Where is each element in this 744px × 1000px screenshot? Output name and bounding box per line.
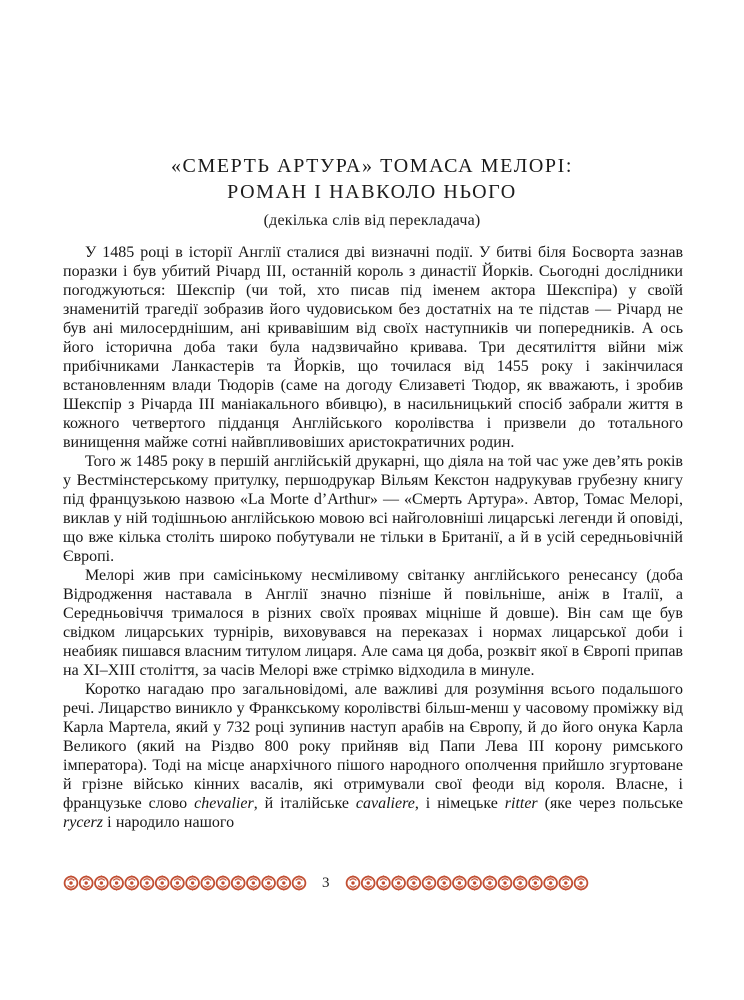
page-header xyxy=(0,153,744,231)
paragraph: Коротко нагадаю про загальновідомі, але важливі для розуміння всього подальшого речі. Лицарство виникло у Франкському королівстві більш-менш у часовому проміжку від Карла Мартела, який у 732 році зупинив наступ арабів на Європу, й до його онука Карла Великого (який на Різдво 800 року прийняв від Папи Лева III корону римського імператора). Тоді на місце анархічного пішого народного ополчення прийшло згуртоване й грізне військо кінних васалів, які отримували свої феоди від короля. Власне, і французьке слово chevalier, й італійське cavaliere, і німецьке ritter (яке через польське rycerz і народило нашого xyxy=(63,681,683,831)
body-text xyxy=(63,243,683,875)
paragraph: У 1485 році в історії Англії сталися дві визначні події. У битві біля Босворта зазнав поразки і був убитий Річард III, останній король з династії Йорків. Сьогодні дослідники погоджуються: Шекспір (чи той, хто писав під іменем актора Шекспіра) у своїй знаменитій трагедії зобразив його чудовиськом без достатніх на те підстав — Річард не був ані милосерднішим, ані кривавішим від своїх наступників чи попередників. А ось його історична доба таки була надзвичайно кривава. Три десятиліття війни між прибічниками Ланкастерів та Йорків, що точилася від 1455 року і закінчилася встановленням влади Тюдорів (саме на догоду Єлизаветі Тюдор, як вважають, і зробив Шекспір з Річарда III маніакального вбивцю), в насильницький спосіб забрали життя в кожного четвертого підданця Англійського королівства і призвели до тотального винищення майже сотні найвпливовіших аристократичних родин. xyxy=(63,244,683,451)
page-number: 3 xyxy=(322,875,330,891)
ornament-left-icon xyxy=(63,874,307,892)
paragraph: Того ж 1485 року в першій англійській друкарні, що діяла на той час уже дев’ять років у Вестмінстерському притулку, першодрукар Вільям Кекстон надрукував грубезну книгу під французькою назвою «La Morte d’Arthur» — «Смерть Артура». Автор, Томас Мелорі, виклав у ній тодішньою англійською мовою всі найголовніші лицарські легенди й оповіді, що вже кілька століть широко побутували не тільки в Британії, а й в усій середньовічній Європі. xyxy=(63,453,683,565)
page-title xyxy=(0,153,744,205)
paragraphs-container xyxy=(63,243,683,832)
paragraph: Мелорі жив при самісінькому несміливому світанку англійського ренесансу (доба Відродження наставала в Англії значно пізніше й повільніше, аніж в Італії, а Середньовіччя трималося в різних своїх проявах міцніше й довше). Він сам ще був свідком лицарських турнірів, виховувався на переказах і нормах лицарської доби і неабияк пишався власним титулом лицаря. Але сама ця доба, розквіт якої в Європі припав на XI–XIII століття, за часів Мелорі вже стрімко відходила в минуле. xyxy=(63,567,683,679)
subtitle: (декілька слів від перекладача) xyxy=(263,212,481,229)
page-footer xyxy=(63,874,589,892)
title-line-1: «СМЕРТЬ АРТУРА» ТОМАСА МЕЛОРІ: xyxy=(170,155,574,177)
title-line-2: РОМАН І НАВКОЛО НЬОГО xyxy=(227,181,517,203)
ornament-right-icon xyxy=(345,874,589,892)
